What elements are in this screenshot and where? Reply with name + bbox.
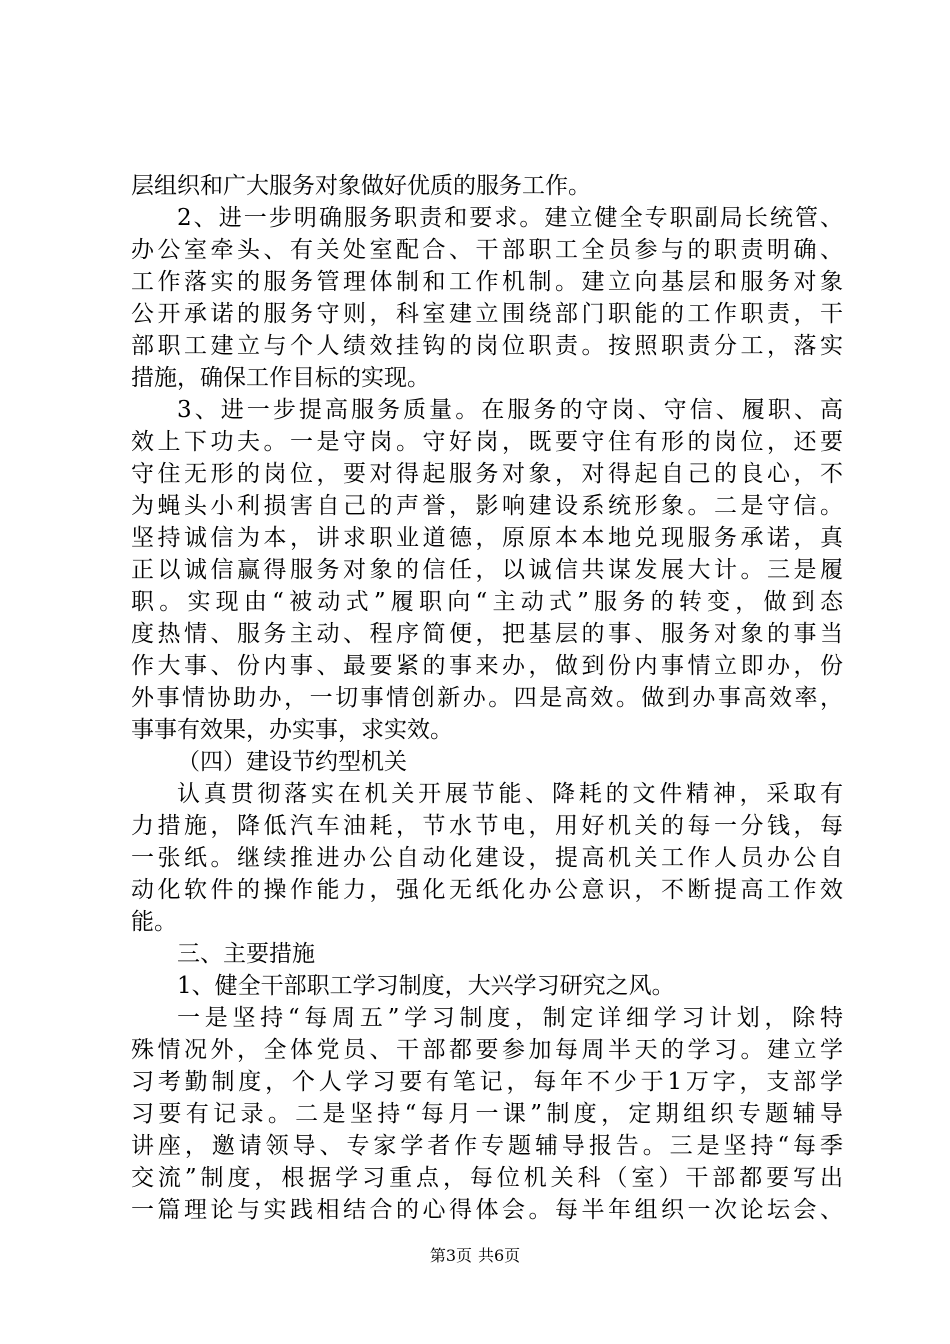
text-line: 工作落实的服务管理体制和工作机制。建立向基层和服务对象 (131, 269, 843, 295)
text-line: 能。 (131, 909, 177, 935)
subsection-heading: 1、健全干部职工学习制度，大兴学习研究之风。 (177, 973, 675, 999)
text-line: 一篇理论与实践相结合的心得体会。每半年组织一次论坛会、 (131, 1197, 843, 1223)
text-line: 外事情协助办，一切事情创新办。四是高效。做到办事高效率， (131, 685, 843, 711)
text-line: 层组织和广大服务对象做好优质的服务工作。 (131, 173, 591, 199)
section-heading: 三、主要措施 (177, 941, 315, 967)
text-line: 习要有记录。二是坚持“每月一课”制度，定期组织专题辅导 (131, 1101, 843, 1127)
text-line: 为蝇头小利损害自己的声誉，影响建设系统形象。二是守信。 (131, 493, 843, 519)
text-line: 办公室牵头、有关处室配合、干部职工全员参与的职责明确、 (131, 237, 843, 263)
text-line: 公开承诺的服务守则，科室建立围绕部门职能的工作职责，干 (131, 301, 843, 327)
text-line: 正以诚信赢得服务对象的信任，以诚信共谋发展大计。三是履 (131, 557, 843, 583)
text-line: 2、进一步明确服务职责和要求。建立健全专职副局长统管、 (177, 205, 843, 231)
text-line: 习考勤制度，个人学习要有笔记，每年不少于1万字，支部学 (131, 1069, 843, 1095)
text-line: 殊情况外，全体党员、干部都要参加每周半天的学习。建立学 (131, 1037, 843, 1063)
text-line: 3、进一步提高服务质量。在服务的守岗、守信、履职、高 (177, 397, 843, 423)
text-line: 认真贯彻落实在机关开展节能、降耗的文件精神，采取有 (177, 781, 843, 807)
document-body (131, 170, 843, 1226)
text-line: 一张纸。继续推进办公自动化建设，提高机关工作人员办公自 (131, 845, 843, 871)
text-line: 动化软件的操作能力，强化无纸化办公意识，不断提高工作效 (131, 877, 843, 903)
page-total: 共6页 (478, 1246, 521, 1265)
text-line: 力措施，降低汽车油耗，节水节电，用好机关的每一分钱，每 (131, 813, 843, 839)
text-line: 措施，确保工作目标的实现。 (131, 365, 430, 391)
text-line: 一是坚持“每周五”学习制度，制定详细学习计划，除特 (177, 1005, 843, 1031)
text-line: 作大事、份内事、最要紧的事来办，做到份内事情立即办，份 (131, 653, 843, 679)
page-footer (0, 1246, 950, 1266)
text-line: 守住无形的岗位，要对得起服务对象，对得起自己的良心，不 (131, 461, 843, 487)
section-heading: （四）建设节约型机关 (177, 749, 407, 775)
text-line: 讲座，邀请领导、专家学者作专题辅导报告。三是坚持“每季 (131, 1133, 843, 1159)
text-line: 部职工建立与个人绩效挂钩的岗位职责。按照职责分工，落实 (131, 333, 843, 359)
text-line: 交流”制度，根据学习重点，每位机关科（室）干部都要写出 (131, 1165, 843, 1191)
text-line: 职。实现由“被动式”履职向“主动式”服务的转变，做到态 (131, 589, 843, 615)
text-line: 坚持诚信为本，讲求职业道德，原原本本地兑现服务承诺，真 (131, 525, 843, 551)
text-line: 效上下功夫。一是守岗。守好岗，既要守住有形的岗位，还要 (131, 429, 843, 455)
text-line: 度热情、服务主动、程序简便，把基层的事、服务对象的事当 (131, 621, 843, 647)
page-number: 第3页 (429, 1246, 472, 1265)
text-line: 事事有效果，办实事，求实效。 (131, 717, 453, 743)
